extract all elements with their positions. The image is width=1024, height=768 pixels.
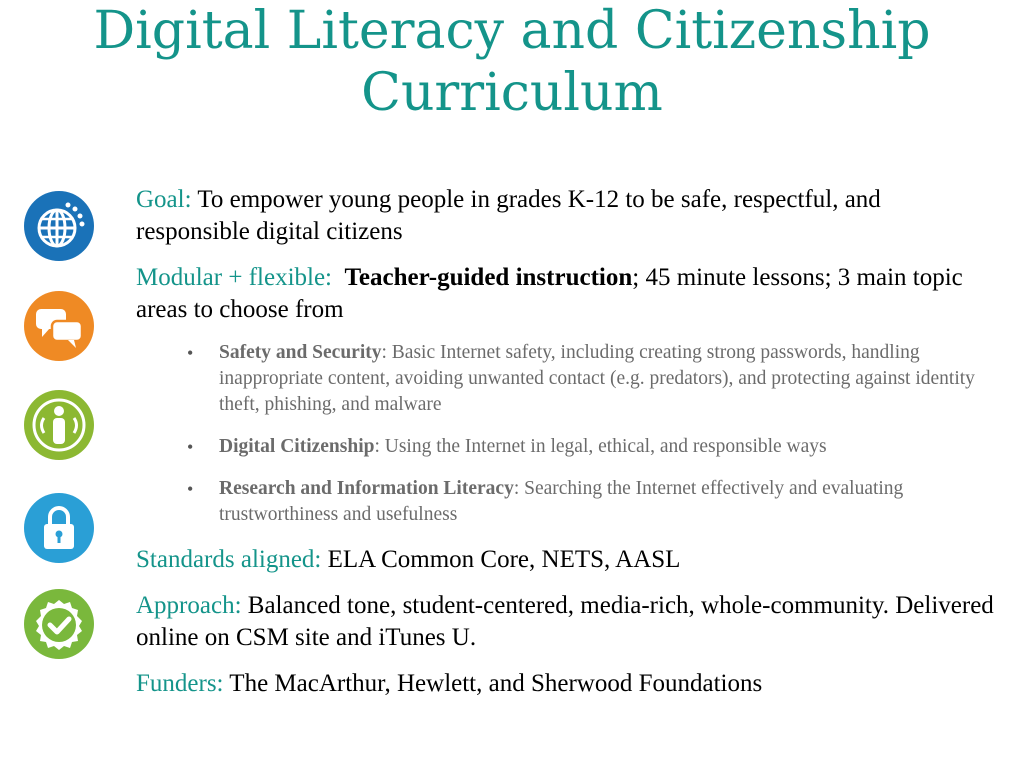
title-line-1: Digital Literacy and Citizenship (93, 1, 931, 61)
topic-item-safety (183, 340, 996, 418)
lock-icon (24, 493, 94, 563)
topic-item-research (183, 476, 996, 528)
funders-text: The MacArthur, Hewlett, and Sherwood Foundations (223, 670, 763, 697)
goal-text: To empower young people in grades K-12 to be safe, respectful, and responsible digital citizens (136, 186, 881, 245)
modular-label: Modular + flexible: (136, 264, 332, 291)
standards-paragraph (136, 544, 996, 576)
topic-list (183, 340, 996, 528)
topic-text: : Using the Internet in legal, ethical, and responsible ways (374, 436, 827, 457)
approach-text: Balanced tone, student-centered, media-rich, whole-community. Delivered online on CSM site and iTunes U. (136, 592, 994, 651)
title-line-2: Curriculum (361, 63, 663, 123)
funders-label: Funders: (136, 670, 224, 697)
standards-label: Standards aligned: (136, 546, 322, 573)
topic-text: : Searching the Internet effectively and evaluating trustworthiness and usefulness (219, 478, 904, 525)
topic-item-citizenship (183, 434, 996, 460)
goal-label: Goal: (136, 186, 192, 213)
goal-paragraph (136, 184, 996, 248)
globe-icon (24, 191, 94, 261)
modular-paragraph (136, 262, 996, 326)
slide-title (0, 0, 1024, 124)
topic-term: Research and Information Literacy (219, 478, 514, 499)
chat-bubbles-icon (24, 291, 94, 361)
approach-label: Approach: (136, 592, 242, 619)
topic-term: Digital Citizenship (219, 436, 375, 457)
person-icon (24, 390, 94, 460)
modular-strong-text: Teacher-guided instruction (344, 264, 633, 291)
slide-content (136, 184, 996, 714)
approach-paragraph (136, 590, 996, 654)
funders-paragraph (136, 668, 996, 700)
standards-text: ELA Common Core, NETS, AASL (321, 546, 681, 573)
topic-text: : Basic Internet safety, including creating strong passwords, handling inappropriate content, avoiding unwanted contact (e.g. predators), and protecting against identity theft, phishing, and malware (219, 342, 975, 415)
checkmark-badge-icon (24, 589, 94, 659)
modular-text: ; 45 minute lessons; 3 main topic areas to choose from (136, 264, 963, 323)
topic-term: Safety and Security (219, 342, 382, 363)
